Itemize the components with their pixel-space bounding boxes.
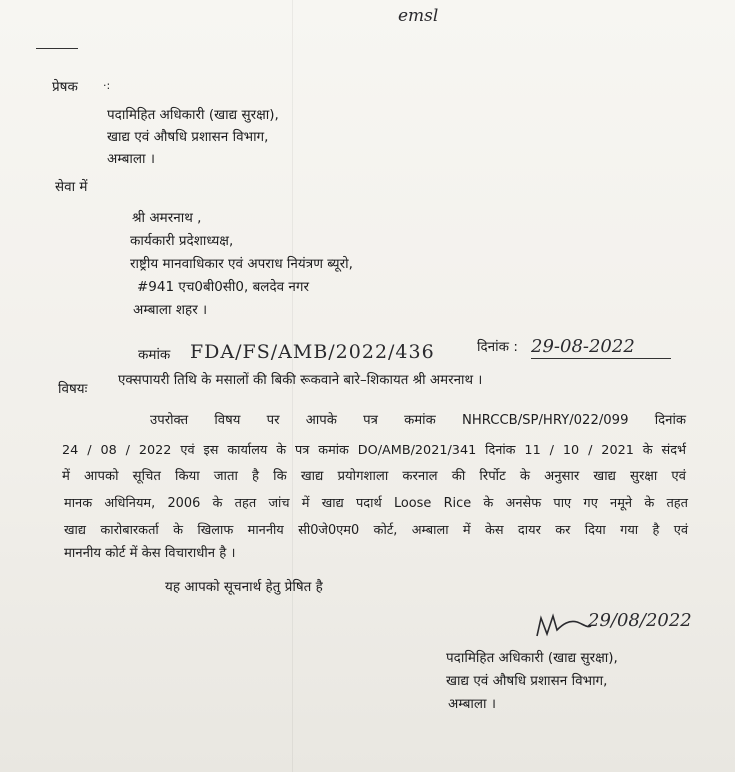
reference-number-label: कमांक <box>138 347 171 363</box>
body-line: माननीय कोर्ट में केस विचाराधीन है । <box>64 546 236 561</box>
recipient-line: कार्यकारी प्रदेशाध्यक्ष, <box>130 233 234 249</box>
sender-label: प्रेषक <box>52 79 78 95</box>
body-line: में आपको सूचित किया जाता है कि खाद्य प्रयोगशाला करनाल की रिर्पोट के अनुसार खाद्य सुरक्षा एवं <box>62 469 686 484</box>
recipient-line: #941 एच0बी0सी0, बलदेव नगर <box>137 279 310 295</box>
signature-line: अम्बाला । <box>448 696 496 712</box>
subject-label: विषयः <box>58 381 88 397</box>
sender-line: अम्बाला । <box>107 151 155 167</box>
body-line: उपरोक्त विषय पर आपके पत्र कमांक NHRCCB/SP/HRY/022/099 दिनांक <box>150 413 686 428</box>
recipient-line: श्री अमरनाथ , <box>132 210 202 226</box>
sender-line: खाद्य एवं औषधि प्रशासन विभाग, <box>107 129 269 145</box>
reference-date-value: 29-08-2022 <box>531 336 635 357</box>
signature-line: खाद्य एवं औषधि प्रशासन विभाग, <box>446 673 608 689</box>
body-line: खाद्य कारोबारकर्ता के खिलाफ माननीय सी0जे0एम0 कोर्ट, अम्बाला में केस दायर कर दिया गया है एवं <box>64 523 688 538</box>
reference-date-label: दिनांक : <box>477 339 518 355</box>
signature-line: पदामिहित अधिकारी (खाद्य सुरक्षा), <box>446 650 618 666</box>
subject-text: एक्सपायरी तिथि के मसालों की बिकी रूकवाने बारे–शिकायत श्री अमरनाथ । <box>118 373 483 388</box>
sender-line: पदामिहित अधिकारी (खाद्य सुरक्षा), <box>107 107 279 123</box>
pen-mark: ·: <box>103 79 111 92</box>
pen-stroke <box>36 48 78 49</box>
handwritten-signature <box>533 610 593 642</box>
body-line: 24 / 08 / 2022 एवं इस कार्यालय के पत्र कमांक DO/AMB/2021/341 दिनांक 11 / 10 / 2021 के संदर्भ <box>62 443 686 458</box>
body-line: मानक अधिनियम, 2006 के तहत जांच में खाद्य पदार्थ Loose Rice के अनसेफ पाए गए नमूने के तहत <box>64 496 688 511</box>
recipient-label: सेवा में <box>55 179 88 195</box>
closing-line: यह आपको सूचनार्थ हेतु प्रेषित है <box>165 579 323 595</box>
date-underline <box>531 358 671 359</box>
handwritten-signature-date: 29/08/2022 <box>588 610 692 631</box>
top-handwritten-note: emsl <box>398 6 439 26</box>
recipient-line: अम्बाला शहर । <box>133 302 208 318</box>
recipient-line: राष्ट्रीय मानवाधिकार एवं अपराध नियंत्रण ब्यूरो, <box>130 256 353 272</box>
reference-number-value: FDA/FS/AMB/2022/436 <box>190 341 435 363</box>
